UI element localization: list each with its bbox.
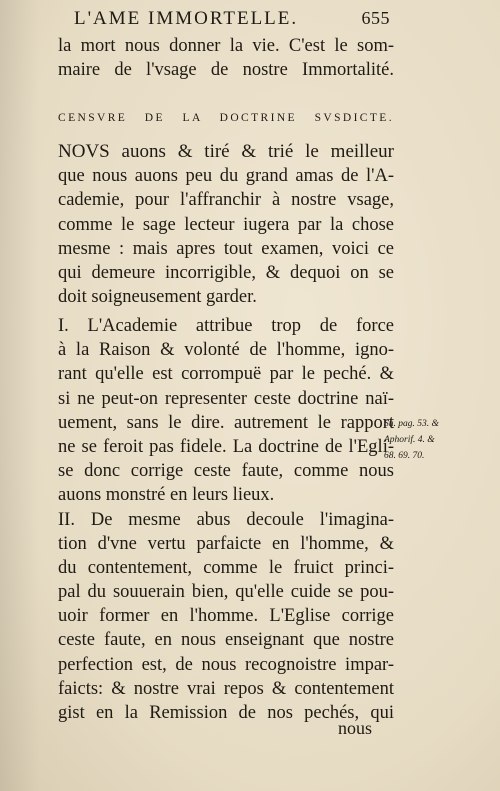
text-line: la mort nous donner la vie. C'est le som- [58,36,394,56]
text-line: faicts: & nostre vrai repos & contentement [58,678,394,699]
running-title: L'AME IMMORTELLE. [74,8,299,29]
marginal-note-line: 68. 69. 70. [384,451,425,461]
text-line: perfection est, de nous recognoistre impar- [58,654,394,675]
text-line: pal du souuerain bien, qu'elle cuide se pou- [58,582,394,603]
text-line: doit soigneusement garder. [58,287,257,308]
text-line: ceste faute, en nous enseignant que nostre [58,630,394,651]
text-line: si ne peut-on representer ceste doctrine naï- [58,388,394,409]
marginal-note-line: Aphorif. 4. & [384,435,435,445]
page-number: 655 [361,8,390,28]
text-line: rant qu'elle est corrompuë par le peché. & [58,364,394,385]
paragraph-intro [58,140,394,309]
text-line: du contentement, comme le fruict princi- [58,557,394,578]
section-title: CENSVRE DE LA DOCTRINE SVSDICTE. [58,112,394,124]
text-line: ne se feroit pas fidele. La doctrine de l'Egli- [58,436,394,457]
text-line: maire de l'vsage de nostre Immortalité. [58,60,394,81]
text-line: que nous auons peu du grand amas de l'A- [58,166,394,187]
text-line: tion d'vne vertu parfaicte en l'homme, & [58,533,394,554]
paragraph-continuation [58,34,394,82]
text-line: uement, sans le dire. autrement le rapport [58,412,394,433]
text-line: I. L'Academie attribue trop de force [58,316,394,336]
marginal-note-line: Su. pag. 53. & [384,419,439,429]
text-line: se donc corrige ceste faute, comme nous [58,461,394,482]
catchword: nous [338,718,373,738]
text-line: NOVS auons & tiré & trié le meilleur [58,141,394,162]
gutter-shadow [0,0,40,791]
text-line: auons monstré en leurs lieux. [58,485,275,506]
text-line: cademie, pour l'affranchir à nostre vsage, [58,190,394,211]
text-line: uoir former en l'homme. L'Eglise corrige [58,606,394,627]
text-line: gist en la Remission de nos pechés, qui [58,703,394,723]
text-line: qui demeure incorrigible, & dequoi on se [58,262,394,283]
marginal-note [384,416,484,464]
text-line: comme le sage lecteur iugera par la chose [58,214,394,235]
text-line: à la Raison & volonté de l'homme, igno- [58,340,394,361]
text-line: II. De mesme abus decoule l'imagina- [58,509,394,530]
text-line: mesme : mais apres tout examen, voici ce [58,238,394,259]
paragraph-censures [58,314,394,725]
